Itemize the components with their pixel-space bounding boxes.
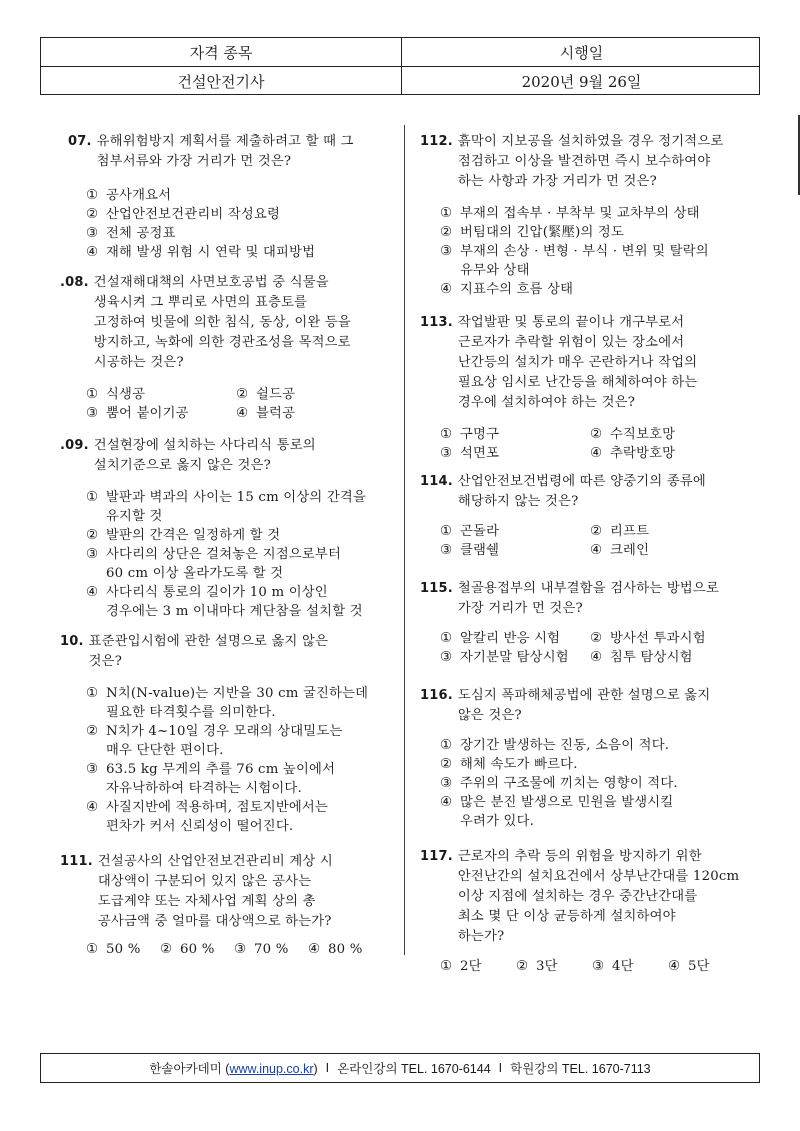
option-1: ① 알칼리 반응 시험	[440, 631, 561, 646]
footer-academy-prefix: 한솔아카데미 (www.inup.co.kr)	[149, 1062, 318, 1076]
header-table	[40, 37, 760, 95]
option-1: ① N치(N-value)는 지반을 30 cm 굴진하는데 필요한 타격횟수를 의미한다.	[86, 686, 369, 720]
question-text: 흙막이 지보공을 설치하였을 경우 정기적으로 점검하고 이상을 발견하면 즉시 보수하여야 하는 사항과 가장 거리가 먼 것은?	[457, 134, 724, 189]
question-number: 113.	[420, 315, 453, 330]
option-1: ① 장기간 발생하는 진동, 소음이 적다.	[440, 738, 670, 753]
academy-website-link[interactable]: www.inup.co.kr	[229, 1062, 314, 1076]
option-3: ③ 부재의 손상 · 변형 · 부식 · 변위 및 탈락의 유무와 상태	[440, 244, 709, 278]
option-4: ④ 사다리식 통로의 길이가 10 m 이상인 경우에는 3 m 이내마다 계단참을 설치할 것	[86, 585, 363, 619]
option-3: ③ 석면포	[440, 446, 500, 461]
option-2: ② 발판의 간격은 일정하게 할 것	[86, 528, 281, 543]
option-1: ① 발판과 벽과의 사이는 15 cm 이상의 간격을 유지할 것	[86, 490, 367, 524]
option-2: ② 쉴드공	[236, 387, 296, 402]
option-4: ④ 80 %	[308, 942, 363, 957]
option-3: ③ 전체 공정표	[86, 226, 176, 241]
question-109	[60, 436, 390, 621]
subject-label: 자격 종목	[189, 43, 253, 62]
question-number: 116.	[420, 688, 453, 703]
option-2: ② 산업안전보건관리비 작성요령	[86, 207, 281, 222]
option-2: ② 3단	[516, 959, 558, 974]
option-4: ④ 많은 분진 발생으로 민원을 발생시킬 우려가 있다.	[440, 795, 674, 829]
option-2: ② N치가 4~10일 경우 모래의 상대밀도는 매우 단단한 편이다.	[86, 724, 343, 758]
question-number: 07.	[68, 134, 92, 149]
option-1: ① 식생공	[86, 387, 146, 402]
option-2: ② 수직보호망	[590, 427, 676, 442]
header-row-values	[41, 66, 759, 95]
question-113	[420, 313, 765, 463]
option-1: ① 2단	[440, 959, 482, 974]
question-116	[420, 686, 765, 831]
question-number: 117.	[420, 849, 453, 864]
option-3: ③ 63.5 kg 무게의 추를 76 cm 높이에서 자유낙하하여 타격하는 시험이다.	[86, 762, 336, 796]
question-number: 115.	[420, 581, 453, 596]
option-4: ④ 블럭공	[236, 406, 296, 421]
footer-contact-bar	[40, 1053, 760, 1083]
date-label: 시행일	[401, 38, 761, 66]
column-divider	[404, 125, 405, 955]
question-number: 114.	[420, 474, 453, 489]
date-value: 2020년 9월 26일	[401, 67, 761, 95]
question-text: 산업안전보건법령에 따른 양중기의 종류에 해당하지 않는 것은?	[457, 474, 706, 509]
option-1: ① 곤돌라	[440, 524, 500, 539]
option-3: ③ 70 %	[234, 942, 289, 957]
option-4: ④ 재해 발생 위험 시 연락 및 대피방법	[86, 245, 316, 260]
footer-offline-phone: 학원강의 TEL. 1670-7113	[510, 1062, 651, 1076]
option-3: ③ 자기분말 탐상시험	[440, 650, 569, 665]
question-number: 111.	[60, 854, 93, 869]
option-2: ② 리프트	[590, 524, 650, 539]
option-4: ④ 크레인	[590, 543, 650, 558]
option-2: ② 방사선 투과시험	[590, 631, 706, 646]
option-3: ③ 4단	[592, 959, 634, 974]
question-text: 유해위험방지 계획서를 제출하려고 할 때 그 첨부서류와 가장 거리가 먼 것은?	[96, 134, 354, 169]
option-2: ② 60 %	[160, 942, 215, 957]
question-number: .08.	[60, 275, 89, 290]
question-107	[68, 132, 388, 262]
question-number: 112.	[420, 134, 453, 149]
footer-separator: I	[498, 1061, 503, 1075]
option-3: ③ 뿜어 붙이기공	[86, 406, 189, 421]
question-number: 10.	[60, 634, 84, 649]
option-1: ① 50 %	[86, 942, 141, 957]
question-text: 건설현장에 설치하는 사다리식 통로의 설치기준으로 옳지 않은 것은?	[93, 438, 316, 473]
option-1: ① 공사개요서	[86, 188, 172, 203]
footer-online-phone: 온라인강의 TEL. 1670-6144	[337, 1062, 491, 1076]
option-1: ① 구명구	[440, 427, 500, 442]
header-row-labels	[41, 38, 759, 66]
question-112	[420, 132, 765, 299]
option-3: ③ 주위의 구조물에 끼치는 영향이 적다.	[440, 776, 678, 791]
option-4: ④ 5단	[668, 959, 710, 974]
option-2: ② 해체 속도가 빠르다.	[440, 757, 578, 772]
question-number: .09.	[60, 438, 89, 453]
option-4: ④ 추락방호망	[590, 446, 676, 461]
question-text: 근로자의 추락 등의 위험을 방지하기 위한 안전난간의 설치요건에서 상부난간대를 120cm 이상 지점에 설치하는 경우 중간난간대를 최소 몇 단 이상 균등하게 설치하여야 하는가?	[457, 849, 740, 944]
option-4: ④ 사질지반에 적용하며, 점토지반에서는 편차가 커서 신뢰성이 떨어진다.	[86, 800, 328, 834]
question-text: 건설재해대책의 사면보호공법 중 식물을 생육시켜 그 뿌리로 사면의 표층토를 고정하여 빗물에 의한 침식, 동상, 이완 등을 방지하고, 녹화에 의한 경관조성을 목적으로 시공하는 것은?	[93, 275, 351, 370]
option-3: ③ 사다리의 상단은 걸쳐놓은 지점으로부터 60 cm 이상 올라가도록 할 것	[86, 547, 342, 581]
question-text: 표준관입시험에 관한 설명으로 옳지 않은 것은?	[88, 634, 329, 669]
option-3: ③ 클램쉘	[440, 543, 500, 558]
question-110	[60, 632, 390, 836]
question-114	[420, 472, 765, 560]
question-115	[420, 579, 765, 667]
question-text: 도심지 폭파해체공법에 관한 설명으로 옳지 않은 것은?	[457, 688, 711, 723]
option-2: ② 버팀대의 긴압(緊壓)의 정도	[440, 225, 625, 240]
option-4: ④ 침투 탐상시험	[590, 650, 693, 665]
subject-value: 건설안전기사	[177, 72, 265, 91]
question-text: 작업발판 및 통로의 끝이나 개구부로서 근로자가 추락할 위험이 있는 장소에서 난간등의 설치가 매우 곤란하거나 작업의 필요상 임시로 난간등을 해체하여야 하는 경우에 설치하여야 하는 것은?	[457, 315, 698, 410]
option-4: ④ 지표수의 흐름 상태	[440, 282, 574, 297]
option-1: ① 부재의 접속부 · 부착부 및 교차부의 상태	[440, 206, 700, 221]
footer-separator: I	[325, 1061, 330, 1075]
question-108	[60, 273, 390, 423]
question-117	[420, 847, 765, 976]
question-111	[60, 852, 395, 959]
question-text: 건설공사의 산업안전보건관리비 계상 시 대상액이 구분되어 있지 않은 공사는 도급계약 또는 자체사업 계획 상의 총 공사금액 중 얼마를 대상액으로 하는가?	[97, 854, 333, 929]
question-text: 철골용접부의 내부결함을 검사하는 방법으로 가장 거리가 먼 것은?	[457, 581, 720, 616]
